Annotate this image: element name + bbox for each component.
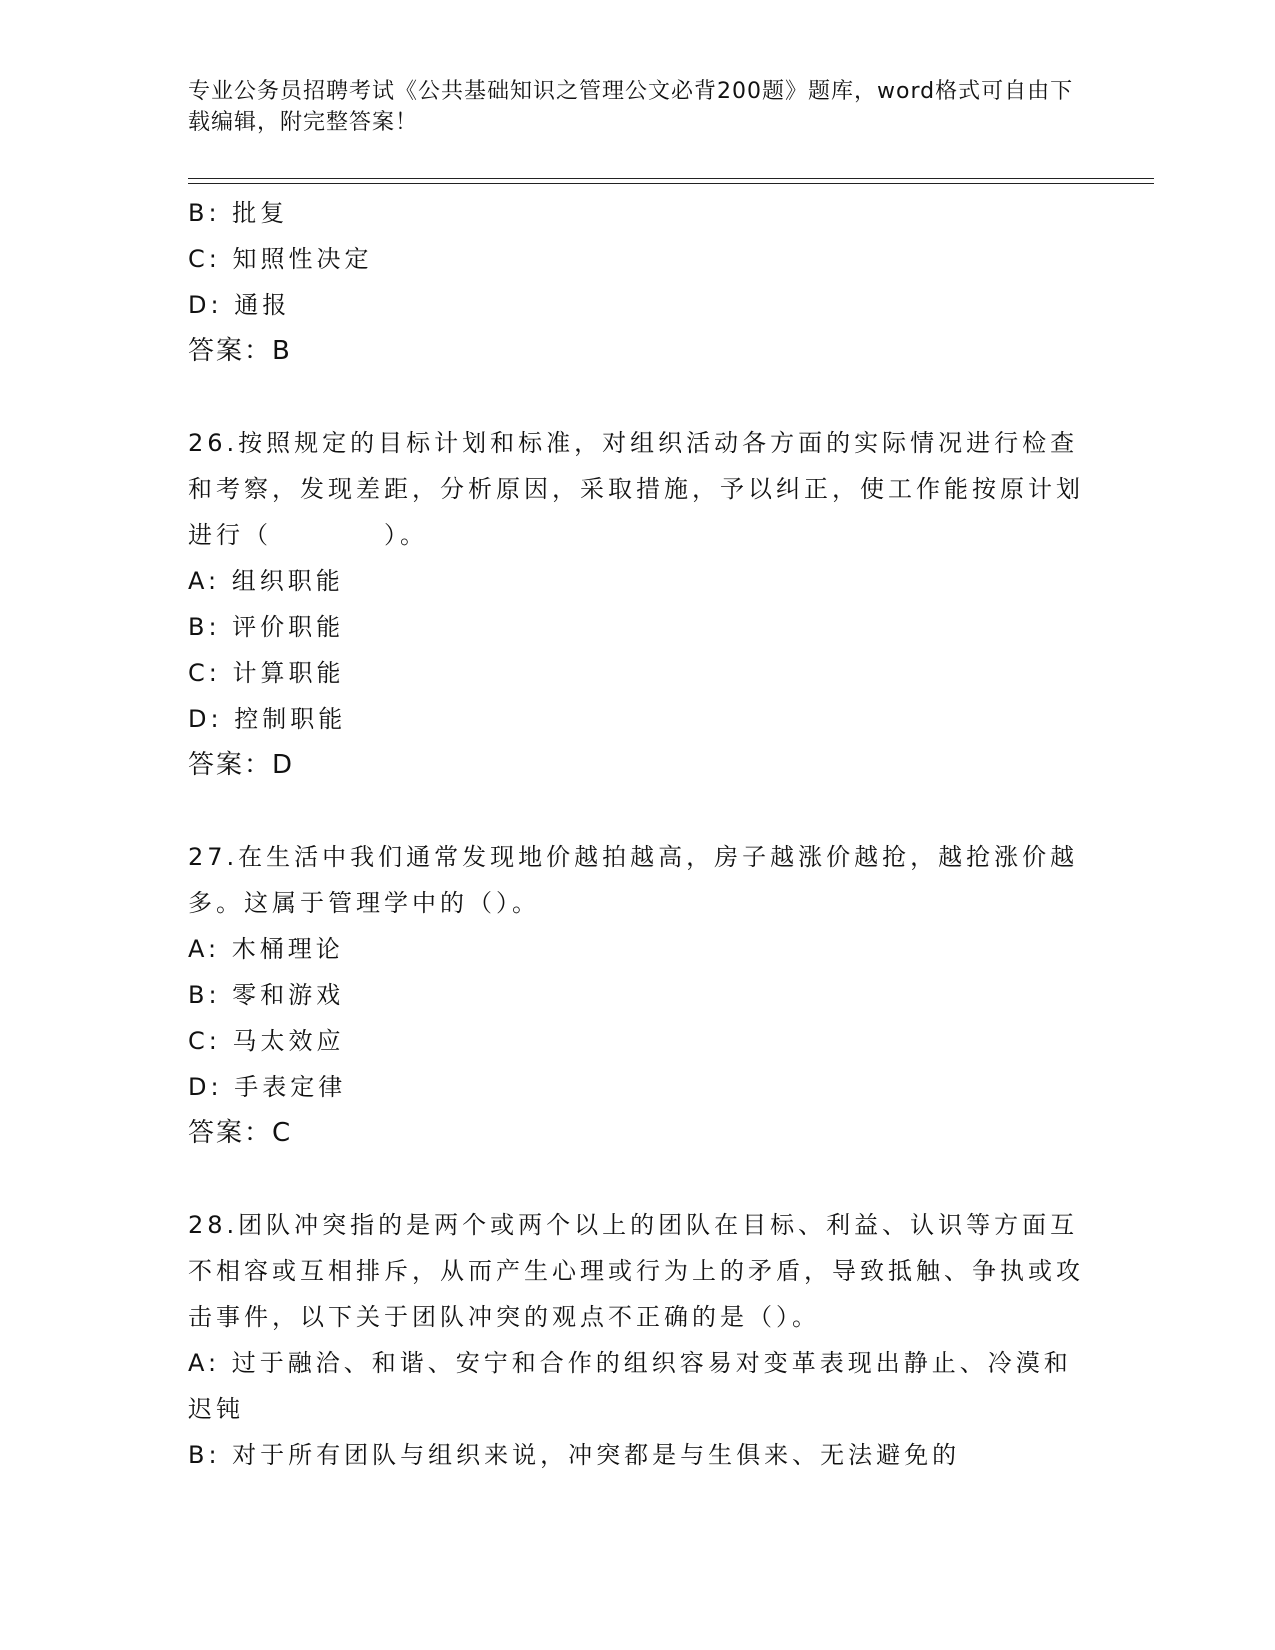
question-content	[188, 190, 1088, 1478]
spacer	[188, 1156, 1088, 1202]
q28-option-b: B: 对于所有团队与组织来说，冲突都是与生俱来、无法避免的	[188, 1441, 961, 1469]
q27-answer: 答案：C	[188, 1118, 293, 1148]
q27-option-a: A: 木桶理论	[188, 935, 344, 963]
spacer	[188, 788, 1088, 834]
q26-option-d: D: 控制职能	[188, 705, 347, 733]
q26-option-b: B: 评价职能	[188, 613, 345, 641]
spacer	[188, 374, 1088, 420]
q28-question: 28.团队冲突指的是两个或两个以上的团队在目标、利益、认识等方面互不相容或互相排斥，从而产生心理或行为上的矛盾，导致抵触、争执或攻击事件，以下关于团队冲突的观点不正确的是（）。	[188, 1211, 1084, 1331]
q25-option-b: B: 批复	[188, 199, 289, 227]
header-rule-bottom	[188, 183, 1154, 184]
q27-option-c: C: 马太效应	[188, 1027, 345, 1055]
q26-option-c: C: 计算职能	[188, 659, 345, 687]
q26-answer: 答案：D	[188, 750, 295, 780]
q27-option-b: B: 零和游戏	[188, 981, 345, 1009]
header-rule-top	[188, 178, 1154, 179]
q25-answer: 答案：B	[188, 336, 292, 366]
q26-question: 26.按照规定的目标计划和标准，对组织活动各方面的实际情况进行检查和考察，发现差距，分析原因，采取措施，予以纠正，使工作能按原计划进行（ ）。	[188, 429, 1084, 549]
q25-option-d: D: 通报	[188, 291, 291, 319]
q25-option-c: C: 知照性决定	[188, 245, 373, 273]
document-header: 专业公务员招聘考试《公共基础知识之管理公文必背200题》题库，word格式可自由下载编辑，附完整答案！	[188, 79, 1074, 135]
q26-option-a: A: 组织职能	[188, 567, 344, 595]
q27-option-d: D: 手表定律	[188, 1073, 347, 1101]
q27-question: 27.在生活中我们通常发现地价越拍越高，房子越涨价越抢，越抢涨价越多。这属于管理学中的（）。	[188, 843, 1079, 917]
q28-option-a: A: 过于融洽、和谐、安宁和合作的组织容易对变革表现出静止、冷漠和迟钝	[188, 1349, 1072, 1423]
